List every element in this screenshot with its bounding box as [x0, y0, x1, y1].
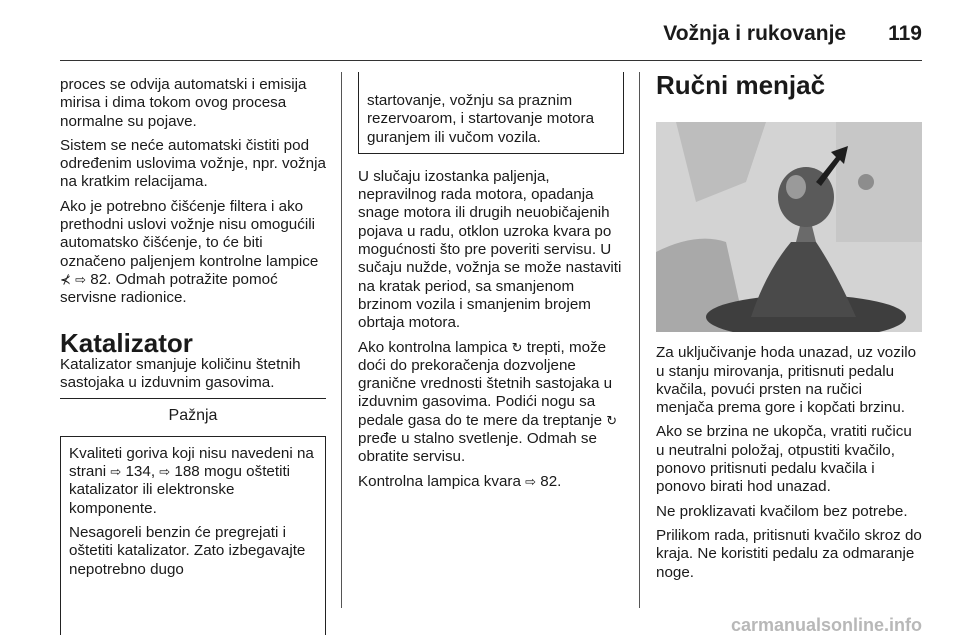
paragraph: Ako je potrebno čišćenje filtera i ako prethodni uslovi vožnje nisu omogućili automatsko čišćenje, to će biti označeno paljenjem kontrolne lampice ⊀ ⇨ 82. Odmah potražite pomoć servisne radionice. — [60, 197, 319, 307]
page-reference-icon: ⇨ — [525, 473, 537, 489]
paragraph: Nesagoreli benzin će pregrejati i oštetiti katalizator. Zato izbegavajte nepotrebno dugo — [69, 523, 306, 578]
column-1 — [60, 76, 326, 635]
notice-box-continued — [358, 72, 624, 154]
gear-shift-image — [656, 122, 922, 332]
gear-shift-illustration — [656, 122, 922, 332]
column-3 — [656, 66, 922, 588]
paragraph: Ne proklizavati kvačilom bez potrebe. — [656, 502, 908, 520]
malfunction-lamp-icon: ↻ — [511, 339, 523, 355]
dpf-warning-icon: ⊀ — [60, 271, 71, 287]
paragraph: U slučaju izostanka paljenja, nepravilnog rada motora, opadanja snage motora ili drugih neuobičajenih pojava u radu, otklon uzroka kvara po mogućnosti što pre poveriti servisu. U sučaju nužde, vožnja se može nastaviti na kratak period, sa smanjenom brzinom vozila i smanjenim brojem obrtaja motora. — [358, 167, 622, 332]
section-heading-katalizator: Katalizator — [60, 327, 193, 358]
notice-body — [60, 437, 326, 635]
header-title: Vožnja i rukovanje — [663, 22, 847, 45]
paragraph: Kvaliteti goriva koji nisu navedeni na strani ⇨ 134, ⇨ 188 mogu oštetiti katalizator ili elektronske komponente. — [69, 444, 314, 517]
column-2 — [358, 66, 624, 497]
paragraph: Ako kontrolna lampica ↻ trepti, može doći do prekoračenja dozvoljene granične vrednosti štetnih sastojaka u izduvnim gasovima. Podići nogu sa pedale gasa do te mere da treptanje ↻ pređe u stalno svetlenje. Odmah se obratite servisu. — [358, 338, 618, 466]
column-divider-2 — [639, 72, 640, 608]
watermark: carmanualsonline.info — [730, 615, 922, 635]
malfunction-lamp-icon: ↻ — [606, 412, 618, 428]
paragraph: Kontrolna lampica kvara ⇨ 82. — [358, 472, 562, 490]
paragraph: Prilikom rada, pritisnuti kvačilo skroz do kraja. Ne koristiti pedalu za odmaranje noge. — [656, 526, 922, 581]
paragraph: Ako se brzina ne ukopča, vratiti ručicu u neutralni položaj, otpustiti kvačilo, ponovo pritisnuti pedalu kvačila i ponovo birati hod unazad. — [656, 423, 912, 496]
paragraph: Za uključivanje hoda unazad, uz vozilo u stanju mirovanja, pritisnuti pedalu kvačila, povući prsten na ručici menjača prema gore i kopčati brzinu. — [656, 344, 917, 417]
section-heading-rucni-menjac: Ručni menjač — [656, 70, 826, 100]
paragraph: Sistem se neće automatski čistiti pod određenim uslovima vožnje, npr. vožnja na kratkim relacijama. — [60, 136, 326, 191]
header-divider — [60, 60, 922, 61]
page-header — [663, 14, 922, 54]
paragraph: Katalizator smanjuje količinu štetnih sastojaka u izduvnim gasovima. — [60, 355, 301, 392]
notice-box — [60, 398, 326, 634]
page-reference-icon: ⇨ — [110, 464, 122, 480]
paragraph: proces se odvija automatski i emisija mirisa i dima tokom ovog procesa normalne su pojave. — [60, 76, 307, 130]
notice-title: Pažnja — [60, 399, 326, 436]
paragraph: startovanje, vožnju sa praznim rezervoarom, i startovanje motora guranjem ili vučom vozila. — [367, 92, 595, 146]
page-reference-icon: ⇨ — [159, 464, 171, 480]
column-divider-1 — [341, 72, 342, 608]
page-number: 119 — [888, 22, 922, 45]
page-reference-icon: ⇨ — [75, 271, 87, 287]
